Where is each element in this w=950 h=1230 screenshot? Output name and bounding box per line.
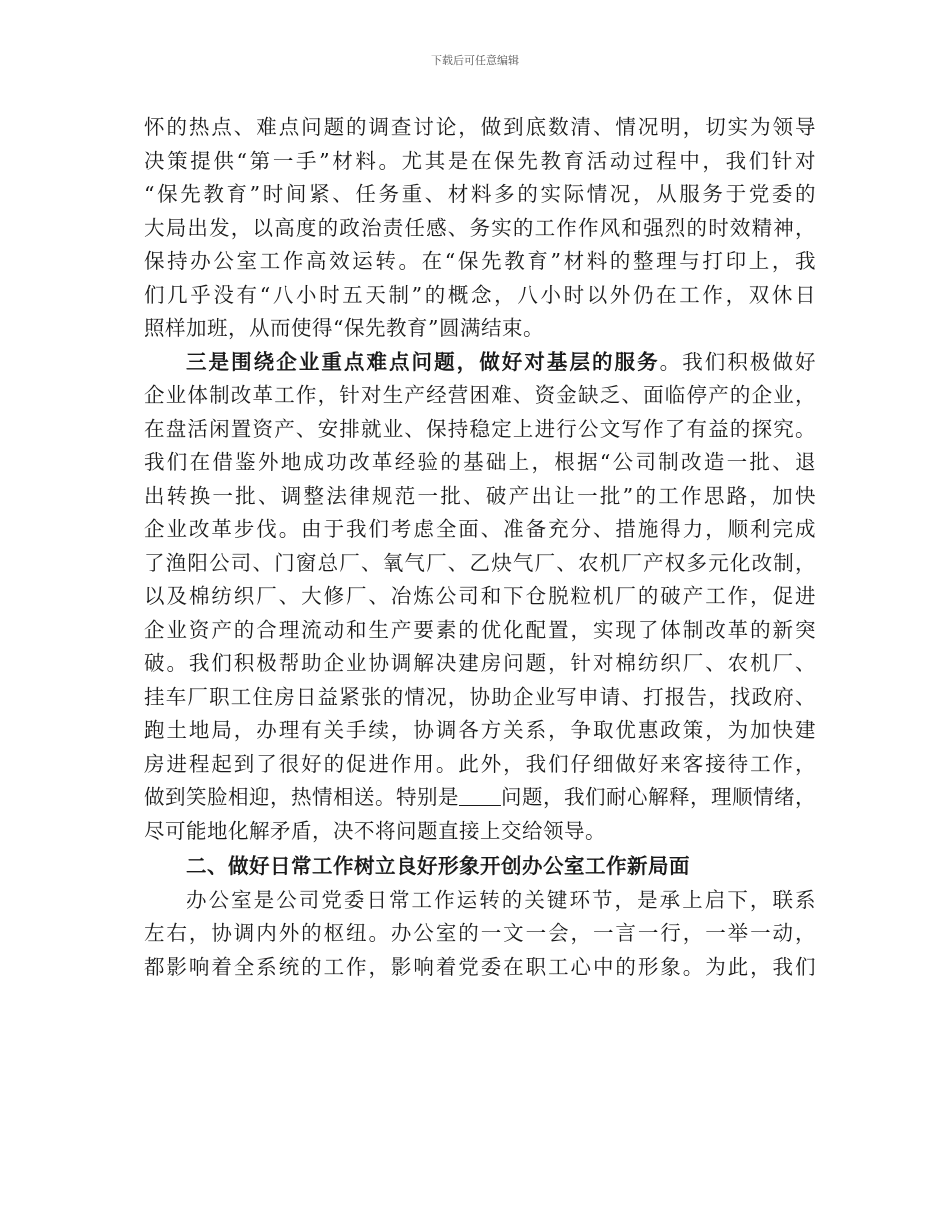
text-line: 挂车厂职工住房日益紧张的情况，协助企业写申请、打报告，找政府、 bbox=[144, 684, 816, 709]
text-line: 企业改革步伐。由于我们考虑全面、准备充分、措施得力，顺利完成 bbox=[144, 517, 816, 541]
paragraph-lead-line bbox=[144, 346, 816, 380]
text-line: 我们在借鉴外地成功改革经验的基础上，根据“公司制改造一批、退 bbox=[144, 450, 816, 474]
text-line: 保持办公室工作高效运转。在“保先教育”材料的整理与打印上，我 bbox=[144, 249, 816, 273]
text-line: 以及棉纺织厂、大修厂、冶炼公司和下仓脱粒机厂的破产工作，促进 bbox=[144, 584, 816, 608]
text-line: 大局出发，以高度的政治责任感、务实的工作作风和强烈的时效精神， bbox=[144, 215, 816, 240]
text-line: 尽可能地化解矛盾，决不将问题直接上交给领导。 bbox=[144, 818, 606, 843]
document-body bbox=[144, 111, 816, 984]
fill-in-blank bbox=[459, 785, 501, 806]
paragraph-3 bbox=[144, 884, 816, 985]
text-line: 左右，协调内外的枢纽。办公室的一文一会，一言一行，一举一动， bbox=[144, 921, 816, 945]
text-line: 们几乎没有“八小时五天制”的概念，八小时以外仍在工作，双休日 bbox=[144, 282, 816, 307]
text-after-blank: 问题，我们耐心解释，理顺情绪， bbox=[501, 785, 816, 809]
paragraph-heading: 三是围绕企业重点难点问题，做好对基层的服务 bbox=[186, 349, 660, 374]
text-line: 破。我们积极帮助企业协调解决建房问题，针对棉纺织厂、农机厂、 bbox=[144, 651, 816, 675]
text-line: 决策提供“第一手”材料。尤其是在保先教育活动过程中，我们针对 bbox=[144, 148, 816, 173]
text-line: 照样加班，从而使得“保先教育”圆满结束。 bbox=[144, 316, 544, 340]
text-line: 在盘活闲置资产、安排就业、保持稳定上进行公文写作了有益的探究。 bbox=[144, 416, 816, 441]
text-line: 出转换一批、调整法律规范一批、破产出让一批”的工作思路，加快 bbox=[144, 483, 816, 508]
text-line: 企业体制改革工作，针对生产经营困难、资金缺乏、面临停产的企业， bbox=[144, 383, 816, 407]
section-heading: 二、做好日常工作树立良好形象开创办公室工作新局面 bbox=[186, 854, 690, 878]
text-before-blank: 做到笑脸相迎，热情相送。特别是 bbox=[144, 785, 459, 809]
text-line-with-blank bbox=[144, 781, 816, 815]
page-header: 下载后可任意编辑 bbox=[431, 54, 519, 67]
text-line: 了渔阳公司、门窗总厂、氧气厂、乙炔气厂、农机厂产权多元化改制， bbox=[144, 550, 816, 575]
paragraph-heading-tail: 。我们积极做好 bbox=[659, 349, 817, 374]
text-line: “保先教育”时间紧、任务重、材料多的实际情况，从服务于党委的 bbox=[144, 182, 816, 206]
text-line: 房进程起到了很好的促进作用。此外，我们仔细做好来客接待工作， bbox=[144, 751, 816, 776]
paragraph-2 bbox=[144, 346, 816, 849]
paragraph-1 bbox=[144, 111, 816, 346]
text-line: 跑土地局，办理有关手续，协调各方关系，争取优惠政策，为加快建 bbox=[144, 718, 816, 742]
text-line: 怀的热点、难点问题的调查讨论，做到底数清、情况明，切实为领导 bbox=[144, 115, 816, 139]
text-line: 企业资产的合理流动和生产要素的优化配置，实现了体制改革的新突 bbox=[144, 617, 816, 642]
text-line: 都影响着全系统的工作，影响着党委在职工心中的形象。为此，我们 bbox=[144, 954, 816, 979]
text-line: 办公室是公司党委日常工作运转的关键环节，是承上启下，联系 bbox=[186, 887, 816, 912]
